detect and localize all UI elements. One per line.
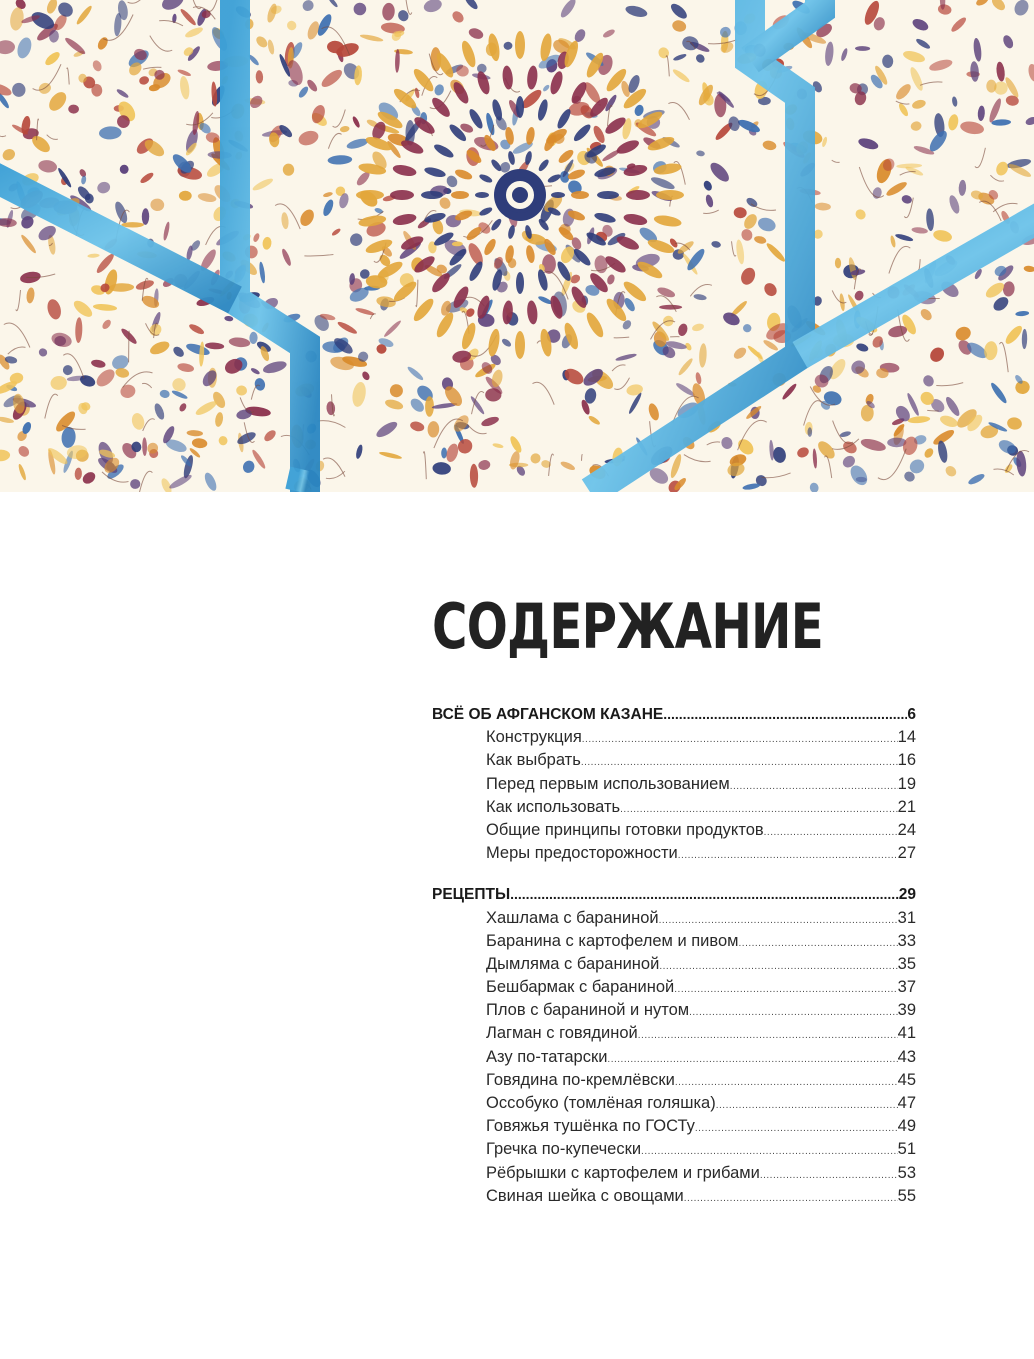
toc-entry[interactable] — [432, 976, 916, 999]
toc-entry[interactable] — [432, 726, 916, 749]
toc-entry[interactable] — [432, 842, 916, 865]
mosaic-pattern-icon — [0, 0, 1034, 492]
toc-leader-dots — [764, 821, 898, 844]
toc-entry[interactable] — [432, 930, 916, 953]
toc-leader-dots — [663, 703, 907, 726]
toc-leader-dots — [674, 978, 897, 1001]
toc-entry-label: Хашлама с бараниной — [486, 908, 659, 927]
toc-entry-label: Оссобуко (томлёная голяшка) — [486, 1094, 716, 1112]
toc-section — [432, 703, 916, 865]
toc-leader-dots — [581, 751, 898, 774]
toc-entry-label: Азу по-татарски — [486, 1047, 608, 1066]
toc-section-heading[interactable] — [432, 883, 916, 906]
toc-entry[interactable] — [432, 796, 916, 819]
toc-leader-dots — [675, 1071, 898, 1094]
toc-page-number: 53 — [897, 1163, 916, 1182]
toc-entry-label: Баранина с картофелем и пивом — [486, 931, 739, 950]
toc-page-number: 55 — [897, 1186, 916, 1205]
toc-entry[interactable] — [432, 907, 916, 930]
toc-leader-dots — [659, 955, 897, 978]
toc-entry[interactable] — [432, 1115, 916, 1138]
toc-entry[interactable] — [432, 1162, 916, 1185]
toc-page-number: 33 — [897, 931, 916, 950]
toc-leader-dots — [582, 728, 898, 751]
toc-leader-dots — [739, 932, 898, 955]
toc-page-number: 24 — [897, 820, 916, 839]
toc-entry[interactable] — [432, 1022, 916, 1045]
toc-entry-label: Меры предосторожности — [486, 844, 678, 863]
toc-page-number: 51 — [897, 1140, 916, 1159]
toc-leader-dots — [620, 798, 898, 821]
toc-page-number: 35 — [897, 954, 916, 973]
toc-leader-dots — [760, 1164, 898, 1187]
toc-leader-dots — [607, 1048, 897, 1071]
toc-entry-label: Гречка по-купечески — [486, 1140, 642, 1159]
decorative-banner — [0, 0, 1034, 492]
toc-page-number: 16 — [897, 751, 916, 770]
toc-entry[interactable] — [432, 749, 916, 772]
toc-leader-dots — [510, 883, 899, 906]
toc-entry-label: Перед первым использованием — [486, 774, 730, 793]
toc-entry-label: Лагман с говядиной — [486, 1024, 638, 1043]
toc-page-number: 43 — [897, 1047, 916, 1066]
toc-page-number: 45 — [897, 1070, 916, 1089]
toc-leader-dots — [638, 1024, 898, 1047]
toc-leader-dots — [695, 1117, 898, 1140]
toc-entry[interactable] — [432, 773, 916, 796]
toc-entry-label: Общие принципы готовки продуктов — [486, 820, 764, 839]
toc-page-number: 47 — [897, 1094, 916, 1112]
toc-section — [432, 883, 916, 1208]
toc-entry-label: Как использовать — [486, 797, 621, 816]
toc-page-number: 19 — [897, 774, 916, 793]
table-of-contents — [432, 703, 916, 1226]
toc-entry[interactable] — [432, 1185, 916, 1208]
toc-leader-dots — [678, 844, 898, 867]
toc-entry[interactable] — [432, 1046, 916, 1069]
toc-heading-label: РЕЦЕПТЫ — [432, 886, 511, 904]
page-title: СОДЕРЖАНИЕ — [432, 590, 823, 663]
toc-entry-label: Говядина по-кремлёвски — [486, 1070, 675, 1089]
toc-entry-label: Говяжья тушёнка по ГОСТу — [486, 1117, 695, 1136]
toc-page-number: 37 — [897, 978, 916, 997]
toc-entry[interactable] — [432, 953, 916, 976]
toc-page-number: 41 — [897, 1024, 916, 1043]
toc-page-number: 39 — [897, 1001, 916, 1020]
toc-entry-label: Плов с бараниной и нутом — [486, 1001, 690, 1020]
toc-entry-label: Свиная шейка с овощами — [486, 1186, 684, 1205]
toc-entry[interactable] — [432, 1138, 916, 1161]
toc-leader-dots — [659, 909, 898, 932]
toc-leader-dots — [730, 775, 898, 798]
toc-page-number: 29 — [898, 886, 916, 904]
toc-page-number: 14 — [897, 728, 916, 747]
toc-entry-label: Как выбрать — [486, 751, 581, 770]
toc-entry-label: Конструкция — [486, 728, 582, 747]
toc-page-number: 6 — [907, 706, 916, 723]
toc-entry[interactable] — [432, 999, 916, 1022]
toc-leader-dots — [689, 1001, 898, 1024]
toc-page-number: 31 — [897, 908, 916, 927]
toc-entry[interactable] — [432, 1092, 916, 1115]
toc-page-number: 49 — [897, 1117, 916, 1136]
toc-entry[interactable] — [432, 819, 916, 842]
toc-entry[interactable] — [432, 1069, 916, 1092]
toc-entry-label: Бешбармак с бараниной — [486, 978, 675, 997]
toc-page-number: 27 — [897, 844, 916, 863]
toc-leader-dots — [641, 1140, 898, 1163]
toc-leader-dots — [684, 1187, 898, 1210]
toc-page-number: 21 — [897, 797, 916, 816]
toc-leader-dots — [716, 1094, 898, 1117]
toc-section-heading[interactable] — [432, 703, 916, 726]
toc-entry-label: Дымляма с бараниной — [486, 954, 660, 973]
toc-heading-label: ВСЁ ОБ АФГАНСКОМ КАЗАНЕ — [432, 706, 664, 723]
toc-entry-label: Рёбрышки с картофелем и грибами — [486, 1163, 760, 1182]
